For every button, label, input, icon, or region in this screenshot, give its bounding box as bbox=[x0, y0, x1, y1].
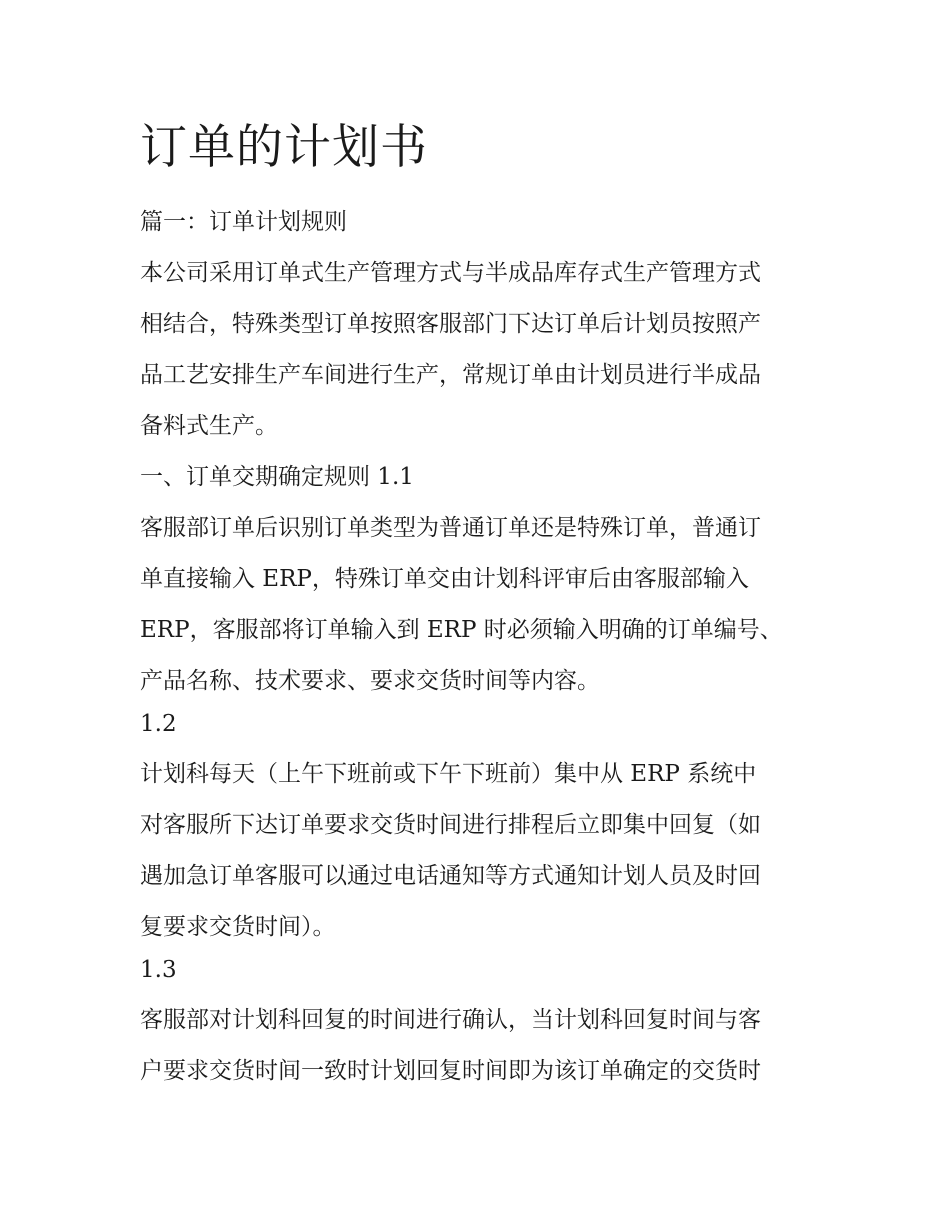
clause-number: 1.3 bbox=[140, 957, 177, 983]
document-title: 订单的计划书 bbox=[140, 120, 428, 175]
body-line: 本公司采用订单式生产管理方式与半成品库存式生产管理方式 bbox=[140, 260, 761, 286]
body-line: 客服部对计划科回复的时间进行确认，当计划科回复时间与客 bbox=[140, 1007, 761, 1033]
body-line: 单直接输入 ERP，特殊订单交由计划科评审后由客服部输入 bbox=[140, 566, 749, 592]
clause-number: 1.2 bbox=[140, 711, 177, 737]
body-line: 对客服所下达订单要求交货时间进行排程后立即集中回复（如 bbox=[140, 812, 761, 838]
section-heading: 篇一：订单计划规则 bbox=[140, 209, 347, 235]
section-heading: 一、订单交期确定规则 1.1 bbox=[140, 464, 414, 490]
body-line: 品工艺安排生产车间进行生产，常规订单由计划员进行半成品 bbox=[140, 362, 761, 388]
body-line: 客服部订单后识别订单类型为普通订单还是特殊订单，普通订 bbox=[140, 515, 761, 541]
body-line: 复要求交货时间）。 bbox=[140, 914, 336, 940]
body-line: 计划科每天（上午下班前或下午下班前）集中从 ERP 系统中 bbox=[140, 761, 757, 787]
body-line: 户要求交货时间一致时计划回复时间即为该订单确定的交货时 bbox=[140, 1058, 761, 1084]
body-line: ERP，客服部将订单输入到 ERP 时必须输入明确的订单编号、 bbox=[140, 617, 783, 643]
body-line: 备料式生产。 bbox=[140, 413, 278, 439]
body-line: 产品名称、技术要求、要求交货时间等内容。 bbox=[140, 668, 600, 694]
body-line: 相结合，特殊类型订单按照客服部门下达订单后计划员按照产 bbox=[140, 311, 761, 337]
body-line: 遇加急订单客服可以通过电话通知等方式通知计划人员及时回 bbox=[140, 863, 761, 889]
